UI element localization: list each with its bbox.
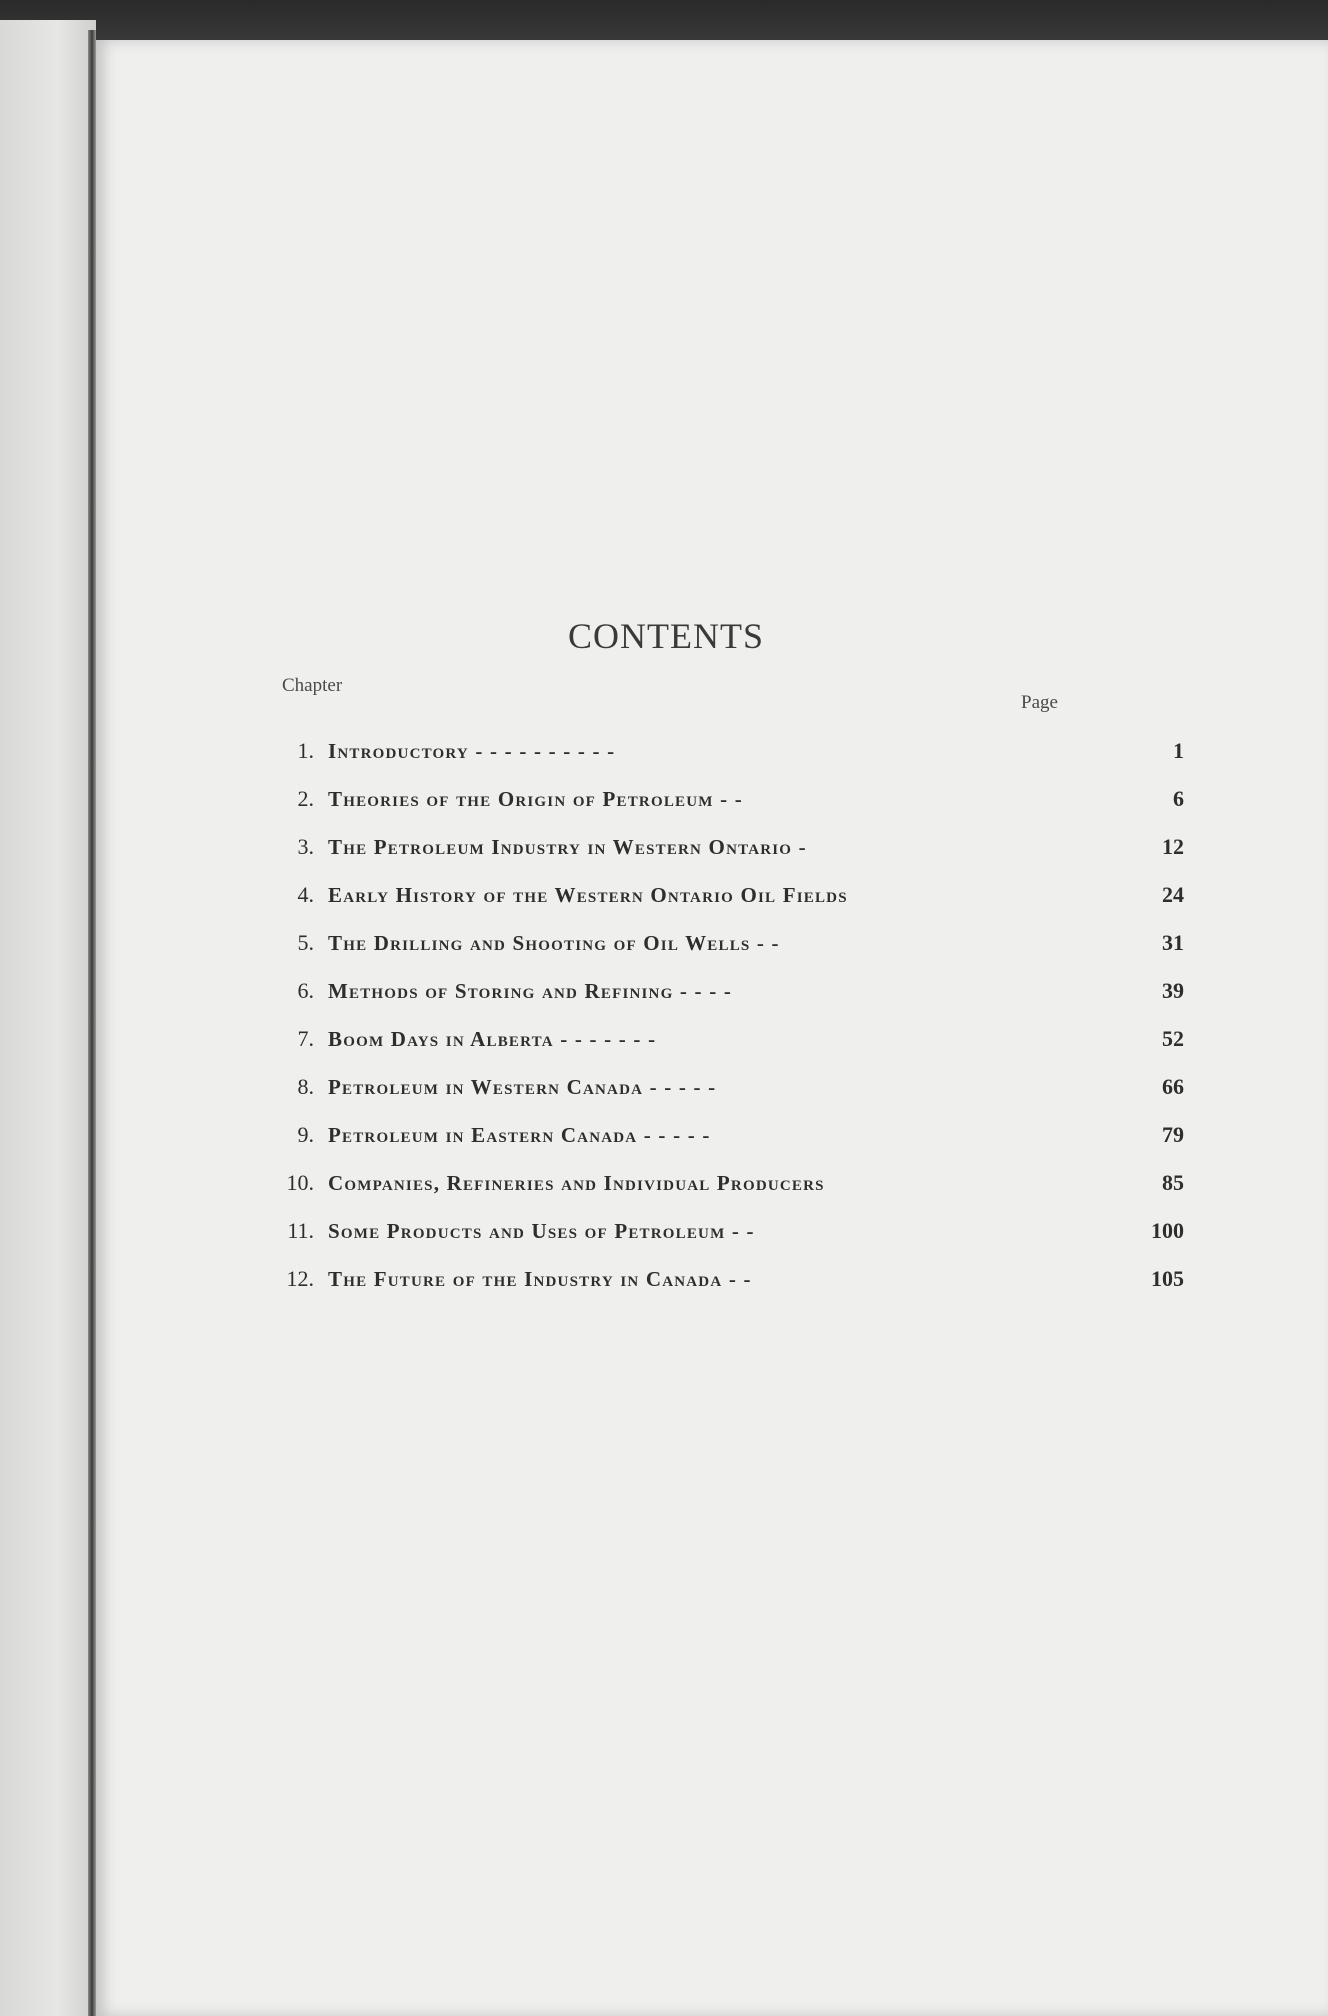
table-of-contents <box>266 738 1184 1314</box>
page-number: 66 <box>1162 1074 1184 1099</box>
toc-entry <box>266 738 1184 786</box>
toc-entry <box>266 882 1184 930</box>
chapter-title: Some Products and Uses of Petroleum - - <box>328 1219 755 1243</box>
chapter-title: Early History of the Western Ontario Oil Fields <box>328 883 848 907</box>
chapter-title: The Future of the Industry in Canada - - <box>328 1267 752 1291</box>
page-number: 39 <box>1162 978 1184 1003</box>
chapter-title: Petroleum in Western Canada - - - - - <box>328 1075 717 1099</box>
chapter-title: Companies, Refineries and Individual Producers <box>328 1171 825 1195</box>
page-number: 12 <box>1162 834 1184 859</box>
page-number: 6 <box>1173 786 1184 811</box>
page-column-label: Page <box>1021 692 1058 713</box>
scan-border <box>0 0 1328 44</box>
chapter-number: 10. <box>286 1170 314 1195</box>
book-gutter <box>88 30 96 2016</box>
chapter-title: Methods of Storing and Refining - - - - <box>328 979 733 1003</box>
page-number: 100 <box>1151 1218 1184 1243</box>
page-number: 79 <box>1162 1122 1184 1147</box>
page-number: 1 <box>1173 738 1184 763</box>
chapter-number: 6. <box>297 978 314 1003</box>
chapter-number: 9. <box>297 1122 314 1147</box>
facing-page-edge <box>0 20 96 2016</box>
chapter-number: 1. <box>297 738 314 763</box>
chapter-number: 11. <box>287 1218 314 1243</box>
toc-entry <box>266 1266 1184 1314</box>
chapter-number: 4. <box>297 882 314 907</box>
page-number: 105 <box>1151 1266 1184 1291</box>
chapter-number: 7. <box>297 1026 314 1051</box>
chapter-title: Introductory - - - - - - - - - - <box>328 739 616 763</box>
chapter-number: 2. <box>297 786 314 811</box>
book-page <box>96 40 1328 2016</box>
chapter-title: The Drilling and Shooting of Oil Wells - - <box>328 931 780 955</box>
page-number: 31 <box>1162 930 1184 955</box>
chapter-title: Petroleum in Eastern Canada - - - - - <box>328 1123 711 1147</box>
toc-entry <box>266 978 1184 1026</box>
toc-entry <box>266 1026 1184 1074</box>
toc-entry <box>266 834 1184 882</box>
page-number: 52 <box>1162 1026 1184 1051</box>
toc-entry <box>266 930 1184 978</box>
toc-entry <box>266 1218 1184 1266</box>
toc-entry <box>266 1122 1184 1170</box>
chapter-title: Boom Days in Alberta - - - - - - - <box>328 1027 657 1051</box>
chapter-number: 12. <box>286 1266 314 1291</box>
page-title: CONTENTS <box>568 616 764 656</box>
chapter-title: Theories of the Origin of Petroleum - - <box>328 787 743 811</box>
toc-entry <box>266 786 1184 834</box>
page-number: 85 <box>1162 1170 1184 1195</box>
toc-entry <box>266 1074 1184 1122</box>
page-number: 24 <box>1162 882 1184 907</box>
chapter-column-label: Chapter <box>282 675 343 696</box>
chapter-number: 8. <box>297 1074 314 1099</box>
chapter-number: 5. <box>297 930 314 955</box>
chapter-title: The Petroleum Industry in Western Ontario - <box>328 835 807 859</box>
toc-entry <box>266 1170 1184 1218</box>
chapter-number: 3. <box>297 834 314 859</box>
